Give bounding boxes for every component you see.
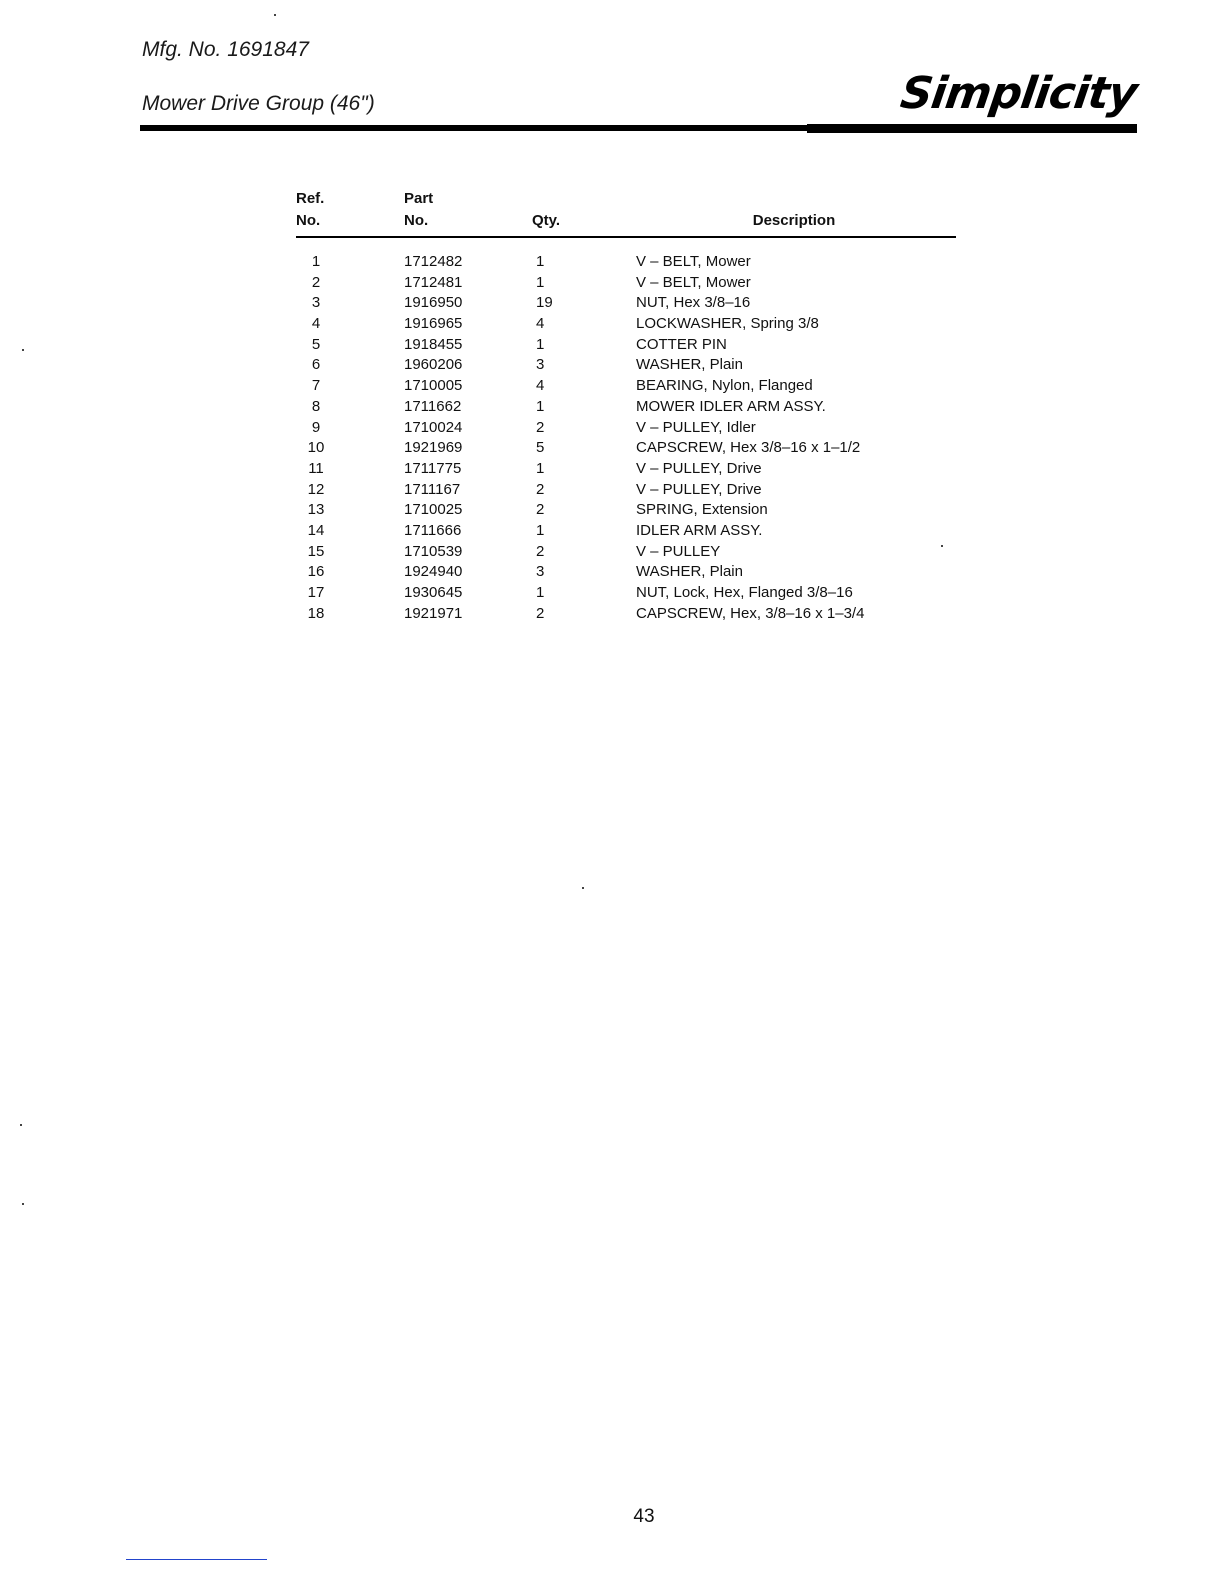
scan-speck	[22, 349, 24, 351]
qty-cell: 3	[536, 356, 545, 374]
group-title: Mower Drive Group (46")	[142, 92, 375, 115]
table-row	[296, 521, 956, 542]
ref-no-cell: 8	[311, 397, 321, 415]
part-no-cell: 1916965	[404, 315, 463, 333]
qty-cell: 19	[536, 294, 553, 312]
part-no-cell: 1710005	[404, 377, 463, 395]
table-row	[296, 314, 956, 335]
header-ref-label: Ref. No.	[296, 190, 325, 229]
description-cell: NUT, Hex 3/8–16	[636, 294, 751, 312]
part-no-cell: 1710539	[404, 542, 463, 560]
part-no-cell: 1916950	[404, 294, 463, 312]
table-row	[296, 237, 956, 273]
table-row	[296, 335, 956, 356]
table-row	[296, 376, 956, 397]
qty-cell: 3	[536, 563, 545, 581]
part-no-cell: 1711775	[404, 459, 462, 477]
part-no-cell: 1711662	[404, 397, 462, 415]
part-no-cell: 1711666	[404, 521, 462, 539]
description-cell: COTTER PIN	[636, 335, 727, 353]
parts-table-body	[296, 237, 956, 624]
part-no-cell: 1712482	[404, 253, 463, 270]
part-no-cell: 1921971	[404, 604, 463, 622]
qty-cell: 4	[536, 377, 545, 395]
table-row	[296, 562, 956, 583]
description-cell: SPRING, Extension	[636, 501, 768, 519]
part-no-cell: 1710025	[404, 501, 463, 519]
ref-no-cell: 18	[307, 604, 325, 622]
ref-no-cell: 10	[307, 439, 325, 457]
part-no-cell: 1930645	[404, 584, 463, 601]
qty-cell: 4	[536, 315, 545, 333]
description-cell: CAPSCREW, Hex, 3/8–16 x 1–3/4	[636, 604, 865, 622]
description-cell: V – BELT, Mower	[636, 273, 751, 291]
part-no-cell: 1960206	[404, 356, 463, 374]
ref-no-cell: 7	[311, 377, 321, 395]
part-no-cell: 1921969	[404, 439, 463, 457]
table-row	[296, 438, 956, 459]
description-cell: V – PULLEY	[636, 542, 721, 560]
part-no-cell: 1710024	[404, 418, 463, 436]
footer-line	[126, 1559, 267, 1560]
table-row	[296, 604, 956, 625]
description-cell: V – PULLEY, Idler	[636, 418, 756, 436]
description-cell: MOWER IDLER ARM ASSY.	[636, 397, 826, 415]
scan-speck	[20, 1124, 22, 1126]
ref-no-cell: 6	[311, 356, 321, 374]
ref-no-cell: 15	[307, 542, 325, 560]
table-row	[296, 397, 956, 418]
ref-no-cell: 4	[311, 315, 321, 333]
table-row	[296, 355, 956, 376]
description-cell: NUT, Lock, Hex, Flanged 3/8–16	[636, 584, 853, 601]
table-row	[296, 293, 956, 314]
description-cell: WASHER, Plain	[636, 356, 743, 374]
part-no-cell: 1918455	[404, 335, 463, 353]
qty-cell: 1	[536, 459, 545, 477]
qty-cell: 2	[536, 480, 545, 498]
ref-no-cell: 14	[307, 521, 325, 539]
table-row	[296, 273, 956, 294]
description-cell: CAPSCREW, Hex 3/8–16 x 1–1/2	[636, 439, 861, 457]
ref-no-cell: 9	[311, 418, 321, 436]
ref-no-cell: 17	[307, 584, 325, 601]
table-row	[296, 542, 956, 563]
ref-no-cell: 11	[308, 459, 324, 477]
qty-cell: 1	[536, 273, 545, 291]
part-no-cell: 1711167	[404, 480, 461, 498]
table-row	[296, 500, 956, 521]
scan-speck	[582, 887, 584, 889]
ref-no-cell: 5	[311, 335, 321, 353]
ref-no-cell: 16	[307, 563, 325, 581]
description-cell: V – BELT, Mower	[636, 253, 751, 270]
ref-no-cell: 13	[307, 501, 325, 519]
header-description: Description	[632, 188, 956, 237]
ref-no-cell: 1	[311, 253, 321, 270]
scan-speck	[941, 545, 943, 547]
table-row	[296, 480, 956, 501]
description-cell: V – PULLEY, Drive	[636, 480, 762, 498]
description-cell: BEARING, Nylon, Flanged	[636, 377, 813, 395]
ref-no-cell: 3	[311, 294, 321, 312]
ref-no-cell: 12	[307, 480, 325, 498]
part-no-cell: 1712481	[404, 273, 463, 291]
parts-table	[296, 188, 956, 624]
ref-no-cell: 2	[311, 273, 321, 291]
qty-cell: 1	[536, 397, 545, 415]
brand-logo: Simplicity	[897, 68, 1140, 119]
header-part-no	[404, 188, 532, 237]
manufacturer-number: Mfg. No. 1691847	[142, 38, 309, 61]
header-qty: Qty.	[532, 188, 632, 237]
header-part-label: Part No.	[404, 190, 434, 229]
qty-cell: 2	[536, 604, 545, 622]
qty-cell: 5	[536, 439, 545, 457]
part-no-cell: 1924940	[404, 563, 463, 581]
qty-cell: 1	[536, 521, 545, 539]
header-rule	[140, 125, 1137, 131]
description-cell: WASHER, Plain	[636, 563, 743, 581]
qty-cell: 2	[536, 418, 545, 436]
scan-speck	[22, 1203, 24, 1205]
description-cell: LOCKWASHER, Spring 3/8	[636, 315, 819, 333]
table-row	[296, 418, 956, 439]
page-number: 43	[633, 1506, 655, 1527]
qty-cell: 2	[536, 501, 545, 519]
description-cell: IDLER ARM ASSY.	[636, 521, 763, 539]
table-row	[296, 583, 956, 604]
qty-cell: 1	[536, 253, 545, 270]
table-header-row	[296, 188, 956, 237]
qty-cell: 1	[536, 335, 545, 353]
description-cell: V – PULLEY, Drive	[636, 459, 762, 477]
table-row	[296, 459, 956, 480]
qty-cell: 1	[536, 584, 545, 601]
header-ref-no	[296, 188, 404, 237]
scan-speck	[274, 14, 276, 16]
qty-cell: 2	[536, 542, 545, 560]
